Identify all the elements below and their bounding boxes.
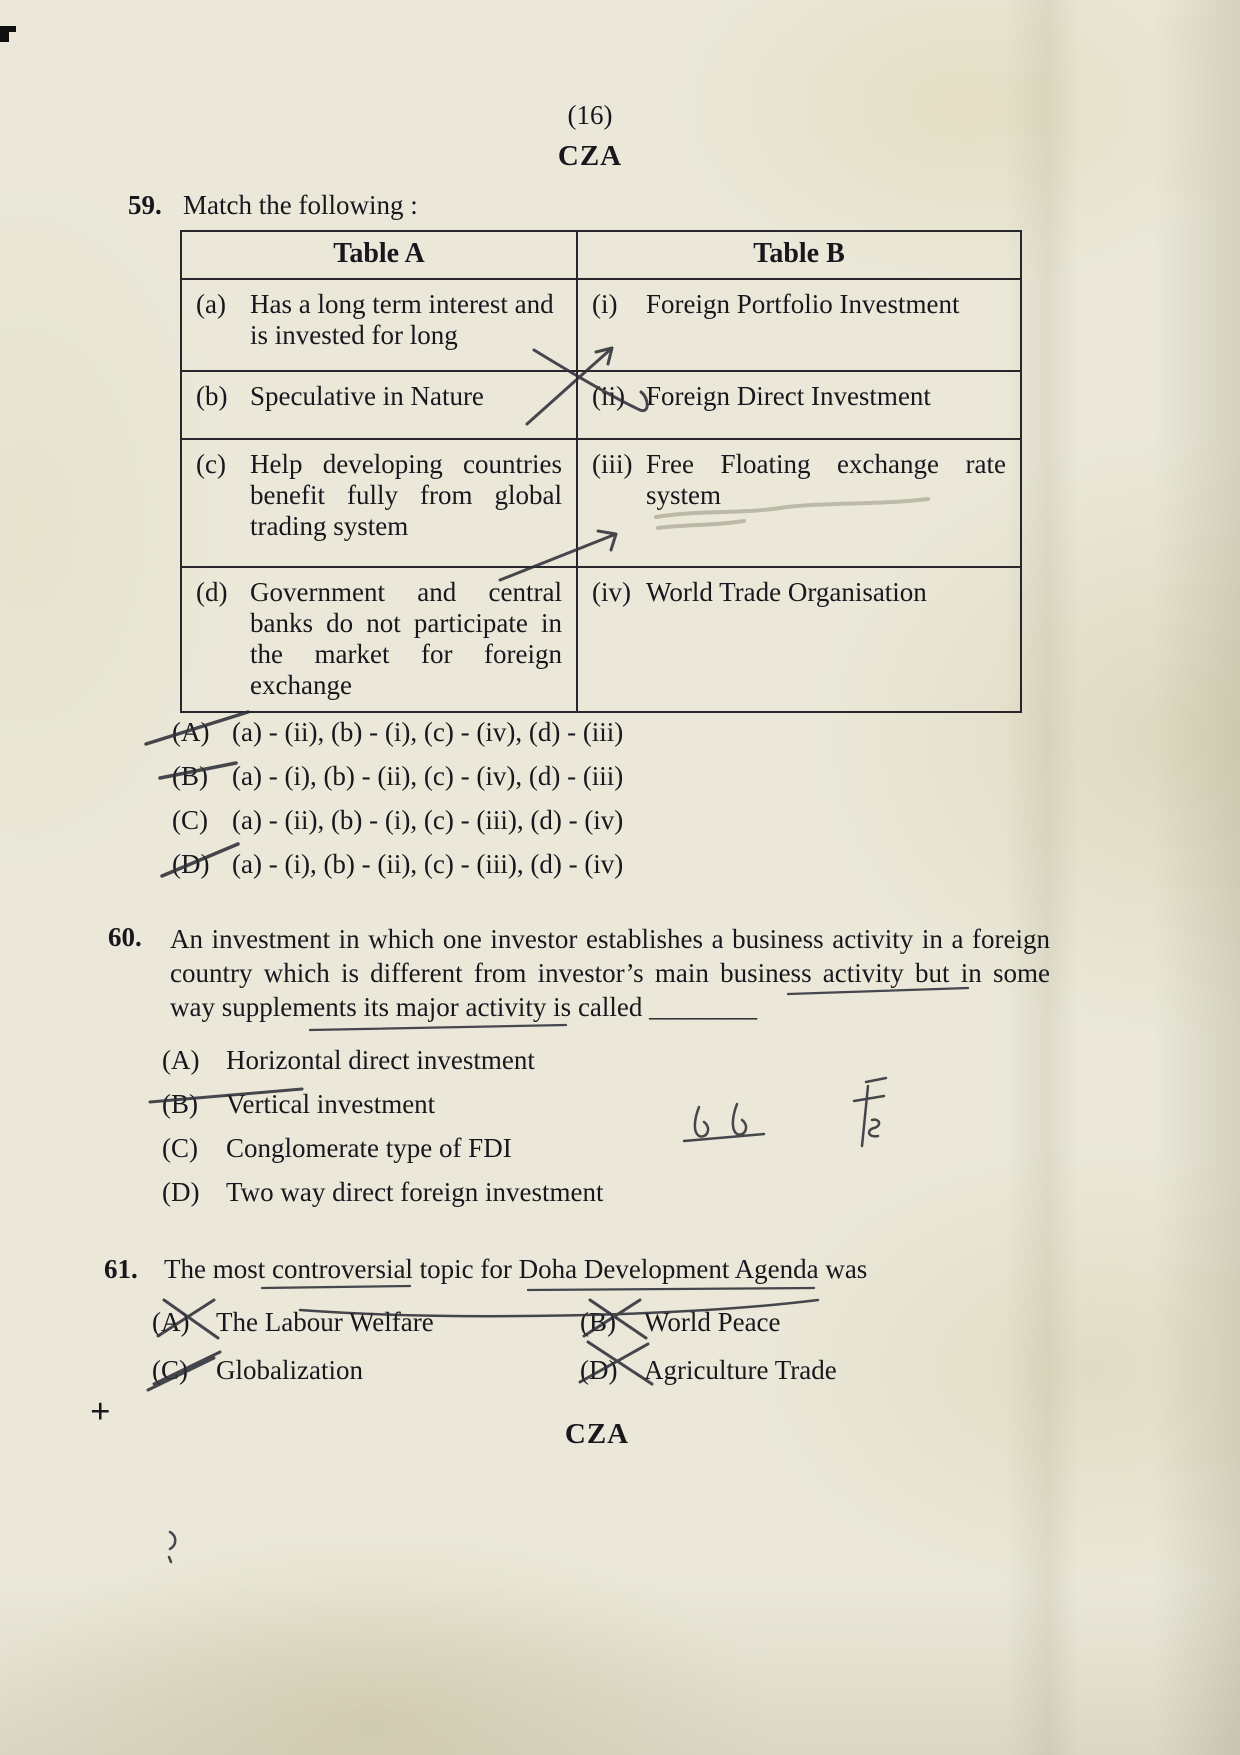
table-row-c: [182, 438, 1020, 566]
row-d-text: Government and central banks do not participate in the market for foreign exchange: [250, 577, 562, 700]
plus-mark: +: [90, 1391, 111, 1431]
option-61-D-label: (D): [580, 1354, 618, 1385]
scan-corner-artifact: [0, 26, 16, 42]
bottom-pen-mark: [169, 1532, 175, 1562]
row-iv-label: (iv): [592, 577, 631, 607]
option-59-D-text: (a) - (i), (b) - (ii), (c) - (iii), (d) - (iv): [232, 848, 624, 879]
row-c-label: (c): [196, 449, 226, 479]
option-59-D-label: (D): [172, 848, 210, 879]
row-b-label: (b): [196, 381, 228, 411]
option-61-A-label: (A): [152, 1306, 190, 1337]
question-59-heading: [128, 190, 418, 221]
question-61-prompt: The most controversial topic for Doha Development Agenda was: [164, 1254, 868, 1284]
row-iv-text: World Trade Organisation: [646, 577, 927, 607]
row-c-text: Help developing countries benefit fully from global trading system: [250, 449, 562, 541]
option-60-A-text: Horizontal direct investment: [226, 1044, 535, 1075]
option-61-A-text: The Labour Welfare: [216, 1306, 434, 1337]
table-row-a: [182, 278, 1020, 370]
table-header-row: [182, 232, 1020, 278]
option-61-B: [580, 1301, 1064, 1343]
row-ii-text: Foreign Direct Investment: [646, 381, 931, 411]
option-59-B: [172, 754, 623, 798]
row-i-label: (i): [592, 289, 618, 319]
question-61: [104, 1254, 1064, 1391]
option-60-A-label: (A): [162, 1044, 200, 1075]
option-59-A-text: (a) - (ii), (b) - (i), (c) - (iv), (d) - (iii): [232, 716, 624, 747]
option-59-C-text: (a) - (ii), (b) - (i), (c) - (iii), (d) - (iv): [232, 804, 624, 835]
question-59-prompt: Match the following :: [183, 190, 418, 220]
option-61-B-label: (B): [580, 1306, 616, 1337]
option-59-A-label: (A): [172, 716, 210, 747]
option-60-D-label: (D): [162, 1176, 200, 1207]
option-59-C: [172, 798, 623, 842]
option-60-B-label: (B): [162, 1088, 198, 1119]
option-59-C-label: (C): [172, 804, 208, 835]
question-59-options: [172, 710, 623, 886]
option-61-D-text: Agriculture Trade: [644, 1354, 837, 1385]
option-60-C: [162, 1126, 1048, 1170]
row-iii-text: Free Floating exchange rate system: [646, 449, 1006, 510]
option-61-C-label: (C): [152, 1354, 188, 1385]
option-60-D-text: Two way direct foreign investment: [226, 1176, 604, 1207]
option-60-B-text: Vertical investment: [226, 1088, 436, 1119]
option-61-B-text: World Peace: [644, 1306, 781, 1337]
row-b-text: Speculative in Nature: [250, 381, 484, 411]
row-a-text: Has a long term interest and is invested for long: [250, 289, 554, 350]
row-a-label: (a): [196, 289, 226, 319]
row-i-text: Foreign Portfolio Investment: [646, 289, 960, 319]
question-60-prompt: An investment in which one investor establishes a business activity in a foreign country which is different from investor’s main business activity but in some way supplements its major activity is called ________: [170, 924, 1050, 1022]
option-61-C-text: Globalization: [216, 1354, 363, 1385]
option-59-D: [172, 842, 623, 886]
row-iii-label: (iii): [592, 449, 633, 479]
question-60-options: [162, 1038, 1048, 1214]
question-60-number: 60.: [108, 922, 142, 952]
option-61-C: [152, 1349, 580, 1391]
option-59-B-label: (B): [172, 760, 208, 791]
question-61-options: [152, 1301, 1064, 1391]
question-61-number: 61.: [104, 1254, 138, 1284]
table-row-d: [182, 566, 1020, 711]
table-b-header: Table B: [753, 238, 845, 269]
row-ii-label: (ii): [592, 381, 625, 411]
option-60-A: [162, 1038, 1048, 1082]
table-a-header: Table A: [182, 232, 578, 278]
question-59-number: 59.: [128, 190, 162, 220]
option-59-A: [172, 710, 623, 754]
option-59-B-text: (a) - (i), (b) - (ii), (c) - (iv), (d) - (iii): [232, 760, 624, 791]
option-60-B: [162, 1082, 1048, 1126]
option-61-A: [152, 1301, 580, 1343]
table-row-b: [182, 370, 1020, 438]
option-60-C-label: (C): [162, 1132, 198, 1163]
page-number: (16): [567, 100, 613, 130]
option-60-D: [162, 1170, 1048, 1214]
option-60-C-text: Conglomerate type of FDI: [226, 1132, 512, 1163]
question-60: [108, 922, 1048, 1214]
exam-code-footer: CZA: [564, 1418, 630, 1450]
row-d-label: (d): [196, 577, 228, 607]
match-table: [180, 230, 1022, 713]
exam-code-header: CZA: [557, 140, 623, 172]
option-61-D: [580, 1349, 1064, 1391]
